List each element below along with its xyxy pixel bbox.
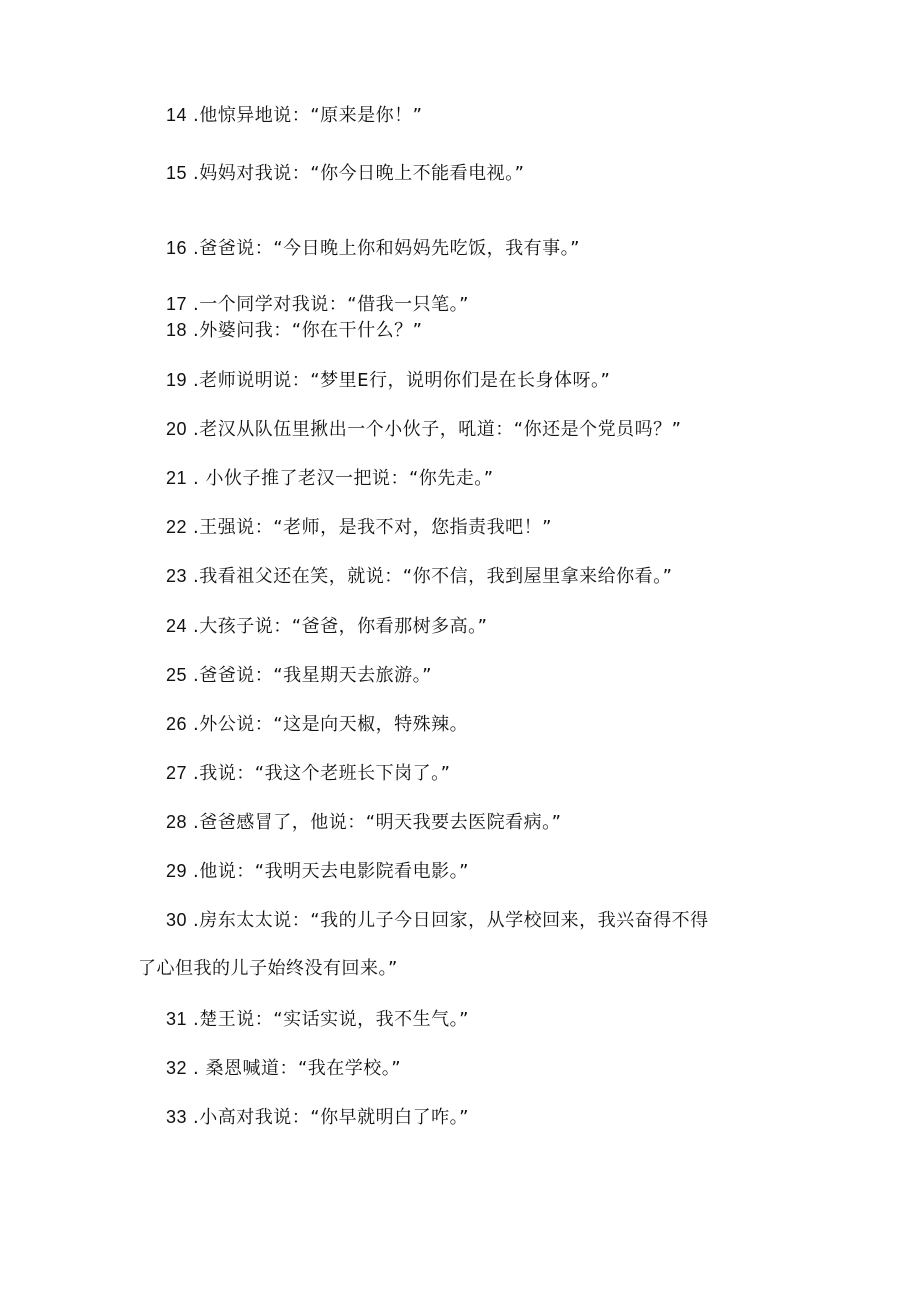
list-item bbox=[166, 810, 561, 835]
item-text: .王强说：“老师，是我不对，您指责我吧！” bbox=[193, 517, 552, 538]
item-text: .爸爸感冒了，他说：“明天我要去医院看病。” bbox=[193, 812, 562, 833]
list-item bbox=[166, 161, 524, 186]
list-item bbox=[166, 564, 672, 589]
item-text: .老汉从队伍里揪出一个小伙子，吼道：“你还是个党员吗？” bbox=[193, 419, 682, 440]
item-number: 25 bbox=[166, 665, 188, 685]
item-number: 15 bbox=[166, 163, 188, 183]
item-number: 27 bbox=[166, 763, 188, 783]
list-item bbox=[166, 318, 422, 343]
item-number: 33 bbox=[166, 1107, 188, 1127]
item-number: 23 bbox=[166, 566, 188, 586]
list-item bbox=[166, 417, 681, 442]
item-number: 26 bbox=[166, 714, 188, 734]
item-text: .一个同学对我说：“借我一只笔。” bbox=[193, 294, 469, 315]
item-number: 30 bbox=[166, 910, 188, 930]
item-text: . 桑恩喊道：“我在学校。” bbox=[193, 1058, 402, 1079]
item-text: .楚王说：“实话实说，我不生气。” bbox=[193, 1009, 469, 1030]
item-number: 16 bbox=[166, 238, 188, 258]
list-item bbox=[166, 712, 468, 737]
item-text-continuation: 了心但我的儿子始终没有回来。” bbox=[138, 958, 398, 979]
item-text: . 小伙子推了老汉一把说：“你先走。” bbox=[193, 468, 494, 489]
list-item bbox=[166, 1056, 401, 1081]
item-number: 14 bbox=[166, 105, 188, 125]
item-number: 29 bbox=[166, 861, 188, 881]
item-number: 22 bbox=[166, 517, 188, 537]
item-text: .妈妈对我说：“你今日晚上不能看电视。” bbox=[193, 163, 525, 184]
item-number: 20 bbox=[166, 419, 188, 439]
list-item bbox=[166, 908, 709, 933]
list-item bbox=[166, 1007, 469, 1032]
item-text: .我看祖父还在笑，就说：“你不信，我到屋里拿来给你看。” bbox=[193, 566, 673, 587]
item-number: 19 bbox=[166, 370, 188, 390]
list-item bbox=[166, 663, 432, 688]
list-item bbox=[166, 368, 610, 393]
list-item bbox=[166, 466, 494, 491]
item-text: .他说：“我明天去电影院看电影。” bbox=[193, 861, 469, 882]
item-text: .我说：“我这个老班长下岗了。” bbox=[193, 763, 451, 784]
item-number: 28 bbox=[166, 812, 188, 832]
item-number: 21 bbox=[166, 468, 188, 488]
list-item bbox=[166, 614, 487, 639]
item-text: .外公说：“这是向天椒，特殊辣。 bbox=[193, 714, 469, 735]
item-text: .外婆问我：“你在干什么？” bbox=[193, 320, 423, 341]
list-item bbox=[166, 292, 469, 317]
item-text: .大孩子说：“爸爸，你看那树多高。” bbox=[193, 616, 488, 637]
item-text: .小高对我说：“你早就明白了咋。” bbox=[193, 1107, 469, 1128]
item-number: 31 bbox=[166, 1009, 188, 1029]
list-item bbox=[166, 515, 552, 540]
list-item bbox=[166, 236, 580, 261]
item-number: 24 bbox=[166, 616, 188, 636]
item-text: .爸爸说：“今日晚上你和妈妈先吃饭，我有事。” bbox=[193, 238, 580, 259]
list-item bbox=[166, 1105, 469, 1130]
item-number: 17 bbox=[166, 294, 188, 314]
list-item bbox=[166, 761, 450, 786]
item-text: .爸爸说：“我星期天去旅游。” bbox=[193, 665, 432, 686]
item-text: .老师说明说：“梦里E行，说明你们是在长身体呀。” bbox=[193, 370, 611, 391]
list-item bbox=[166, 859, 469, 884]
item-text: .房东太太说：“我的儿子今日回家，从学校回来，我兴奋得不得 bbox=[193, 910, 709, 931]
list-item bbox=[166, 103, 422, 128]
item-text: .他惊异地说：“原来是你！” bbox=[193, 105, 423, 126]
item-number: 32 bbox=[166, 1058, 188, 1078]
item-number: 18 bbox=[166, 320, 188, 340]
